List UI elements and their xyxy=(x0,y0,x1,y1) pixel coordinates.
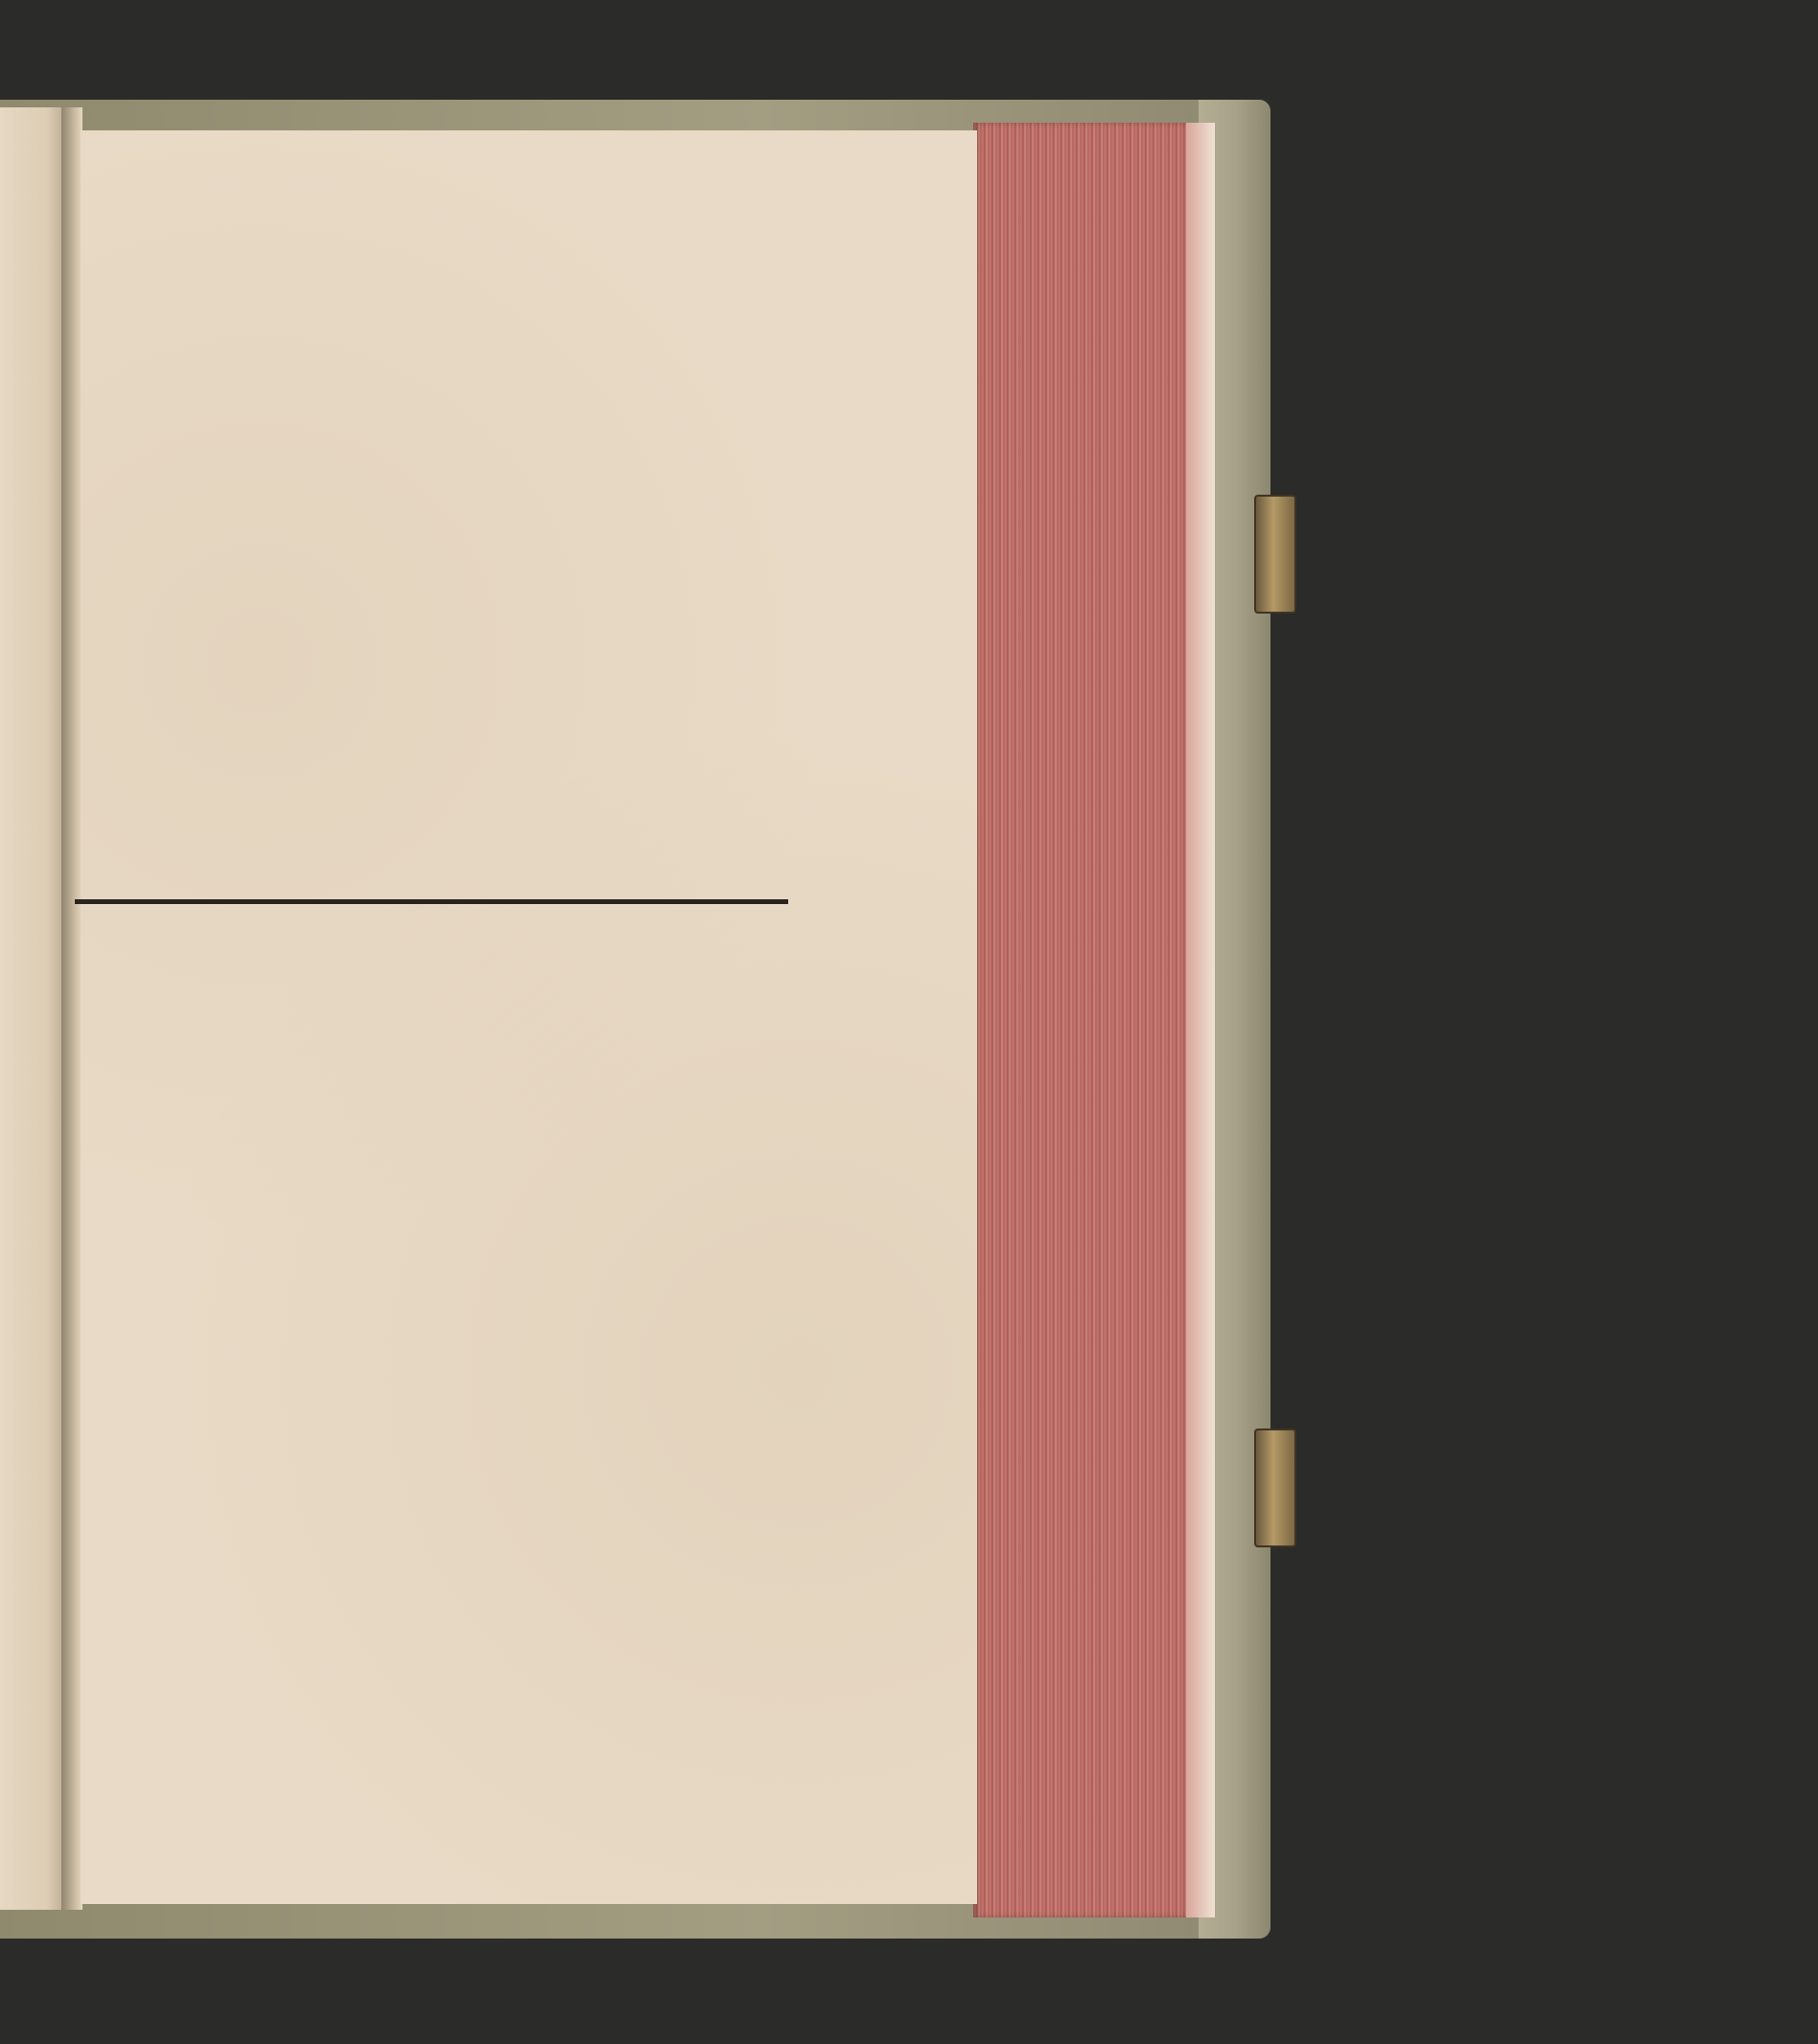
left-page xyxy=(0,107,67,1910)
right-page xyxy=(81,130,977,1904)
page-edges-cream xyxy=(1186,123,1215,1917)
book-clasp-upper xyxy=(1254,495,1296,614)
book-clasp-lower xyxy=(1254,1428,1296,1547)
page-edges-red xyxy=(973,123,1215,1917)
book-gutter xyxy=(61,107,82,1910)
section-rule xyxy=(75,899,788,904)
